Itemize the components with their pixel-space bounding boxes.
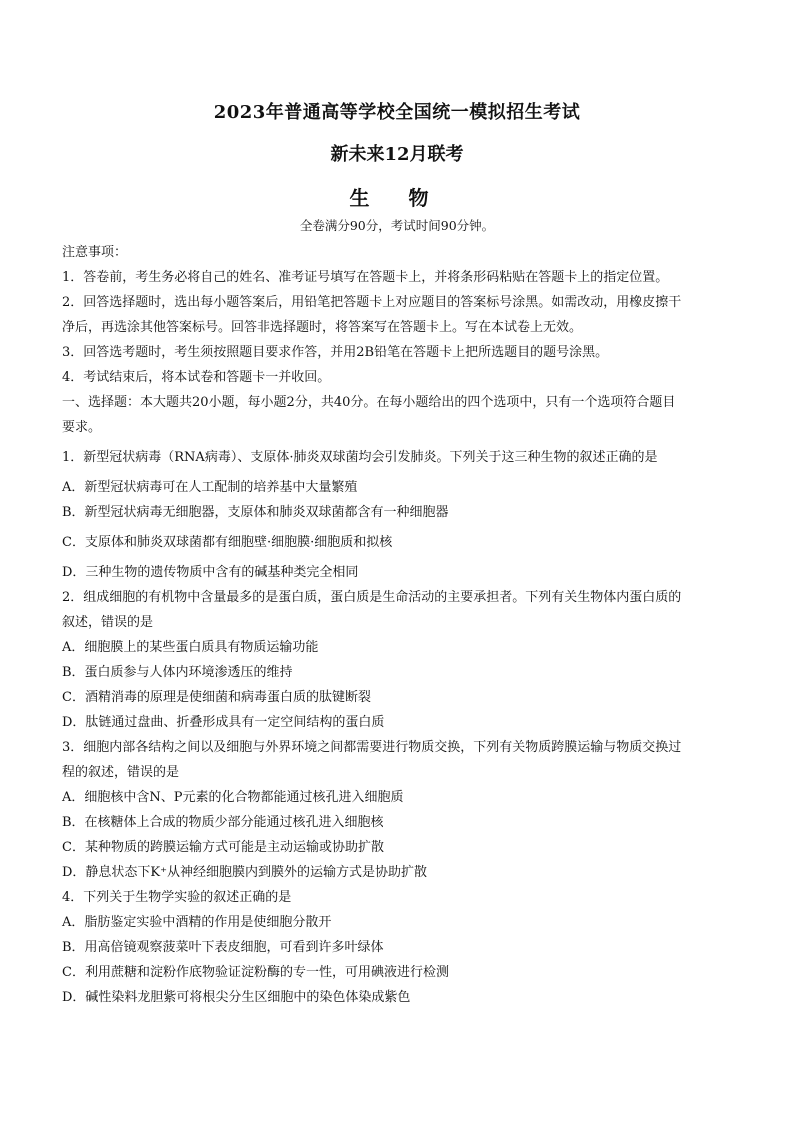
notes-heading: 注意事项：: [62, 245, 128, 260]
note-item: 净后，再选涂其他答案标号。回答非选择题时，将答案写在答题卡上。写在本试卷上无效。: [62, 320, 583, 335]
question-4-option-a: A．脂肪鉴定实验中酒精的作用是使细胞分散开: [62, 915, 332, 930]
question-3-stem-cont: 程的叙述，错误的是: [62, 765, 180, 780]
question-2-stem-cont: 叙述，错误的是: [62, 615, 154, 630]
note-item: 3．回答选考题时，考生须按照题目要求作答，并用2B铅笔在答题卡上把所选题目的题号涂黑。: [62, 345, 609, 360]
question-1-option-d: D．三种生物的遗传物质中含有的碱基种类完全相同: [62, 565, 359, 580]
exam-title: 2023年普通高等学校全国统一模拟招生考试: [213, 102, 581, 123]
question-2-stem: 2．组成细胞的有机物中含量最多的是蛋白质，蛋白质是生命活动的主要承担者。下列有关生物体内蛋白质的: [62, 590, 682, 605]
question-4-stem: 4．下列关于生物学实验的叙述正确的是: [62, 890, 292, 905]
question-1-option-a: A．新型冠状病毒可在人工配制的培养基中大量繁殖: [62, 480, 358, 495]
question-2-option-d: D．肽链通过盘曲、折叠形成具有一定空间结构的蛋白质: [62, 715, 385, 730]
question-2-option-a: A．细胞膜上的某些蛋白质具有物质运输功能: [62, 640, 319, 655]
note-item: 1．答卷前，考生务必将自己的姓名、准考证号填写在答题卡上，并将条形码粘贴在答题卡上的指定位置。: [62, 270, 669, 285]
question-3-stem: 3．细胞内部各结构之间以及细胞与外界环境之间都需要进行物质交换，下列有关物质跨膜运输与物质交换过: [62, 740, 682, 755]
question-4-option-c: C．利用蔗糖和淀粉作底物验证淀粉酶的专一性，可用碘液进行检测: [62, 965, 449, 980]
question-4-option-b: B．用高倍镜观察菠菜叶下表皮细胞，可看到许多叶绿体: [62, 940, 384, 955]
question-1-option-c: C．支原体和肺炎双球菌都有细胞壁·细胞膜·细胞质和拟核: [62, 535, 393, 550]
section-heading-cont: 要求。: [62, 420, 102, 435]
section-heading: 一、选择题：本大题共20小题，每小题2分，共40分。在每小题给出的四个选项中，只有一个选项符合题目: [62, 395, 676, 410]
question-3-option-b: B．在核糖体上合成的物质少部分能通过核孔进入细胞核: [62, 815, 384, 830]
question-1-option-b: B．新型冠状病毒无细胞器，支原体和肺炎双球菌都含有一种细胞器: [62, 505, 449, 520]
question-2-option-b: B．蛋白质参与人体内环境渗透压的维持: [62, 665, 293, 680]
question-1-stem: 1．新型冠状病毒（RNA病毒）、支原体·肺炎双球菌均会引发肺炎。下列关于这三种生物的叙述正确的是: [62, 450, 658, 465]
exam-body: [62, 240, 734, 1010]
question-3-option-d: D．静息状态下K⁺从神经细胞膜内到膜外的运输方式是协助扩散: [62, 865, 427, 880]
question-2-option-c: C．酒精消毒的原理是使细菌和病毒蛋白质的肽键断裂: [62, 690, 371, 705]
subject-title: 生 物: [349, 186, 445, 210]
exam-info: 全卷满分90分，考试时间90分钟。: [299, 218, 495, 233]
note-item: 4．考试结束后，将本试卷和答题卡一并收回。: [62, 370, 331, 385]
question-4-option-d: D．碱性染料龙胆紫可将根尖分生区细胞中的染色体染成紫色: [62, 990, 411, 1005]
question-3-option-c: C．某种物质的跨膜运输方式可能是主动运输或协助扩散: [62, 840, 384, 855]
note-item: 2．回答选择题时，选出每小题答案后，用铅笔把答题卡上对应题目的答案标号涂黑。如需改动，用橡皮擦干: [62, 295, 682, 310]
exam-subtitle: 新未来12月联考: [330, 144, 464, 165]
question-3-option-a: A．细胞核中含N、P元素的化合物都能通过核孔进入细胞质: [62, 790, 404, 805]
